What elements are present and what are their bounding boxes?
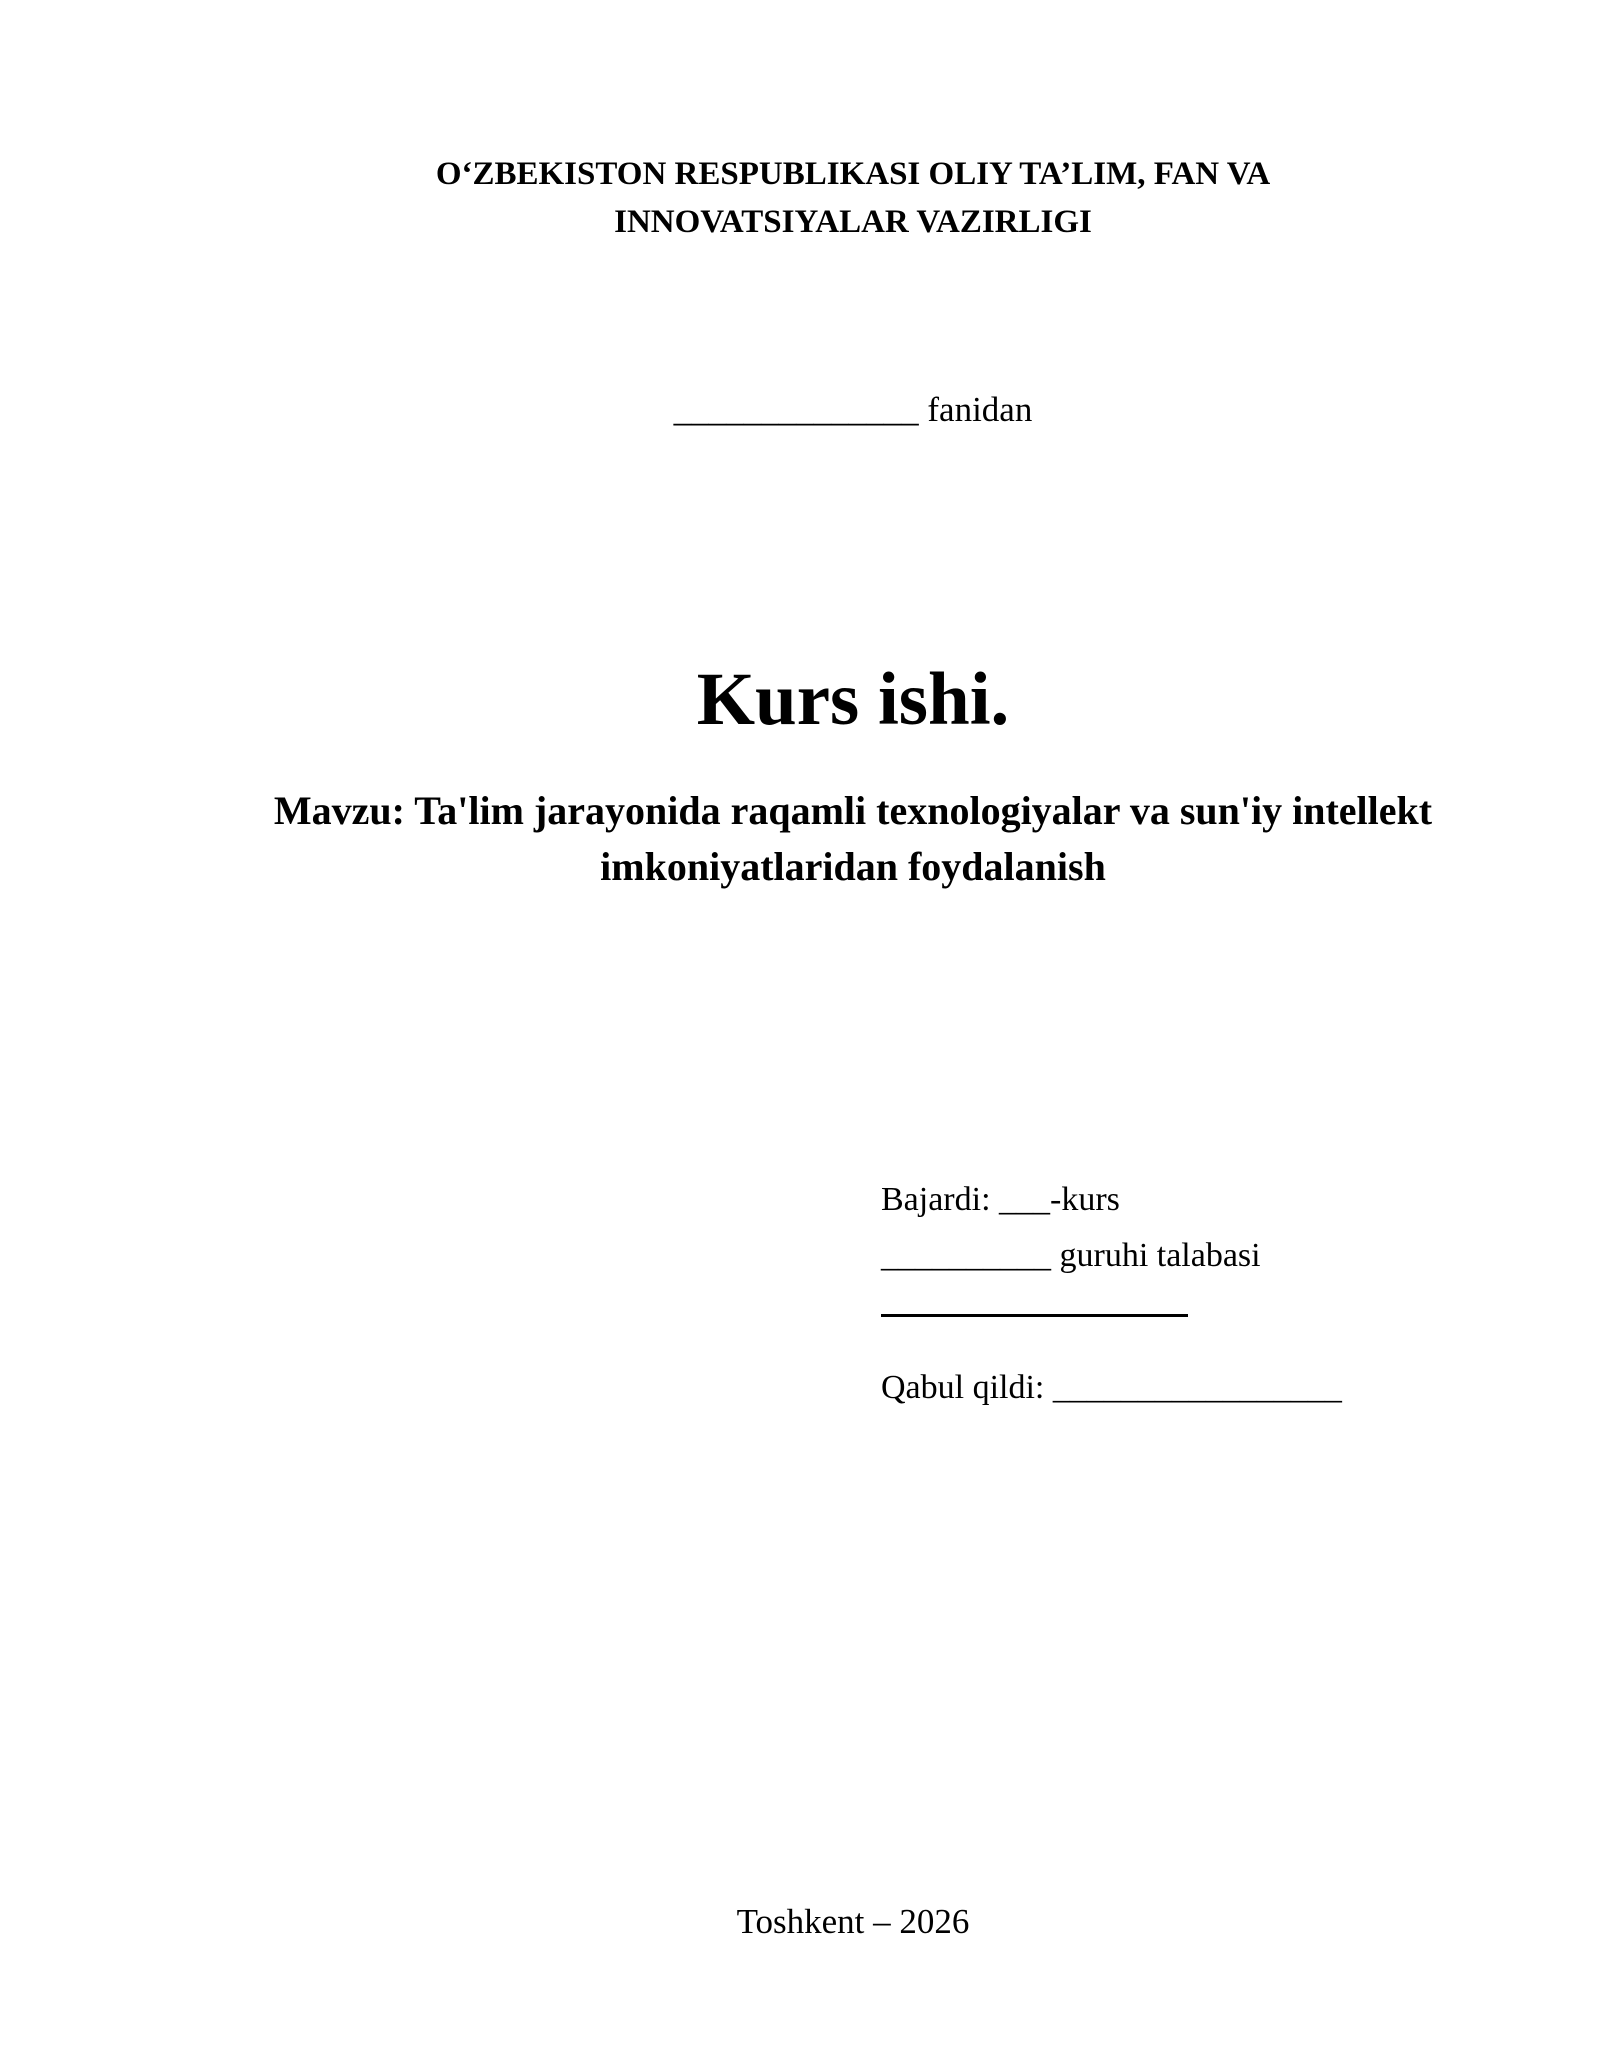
ministry-heading-line-2: INNOVATSIYALAR VAZIRLIGI — [614, 204, 1092, 240]
done-by-line: Bajardi: ___-kurs — [881, 1181, 1120, 1218]
document-title: Kurs ishi. — [696, 658, 1010, 741]
student-name-row — [881, 1284, 1342, 1360]
topic-line-1: Mavzu: Ta'lim jarayonida raqamli texnologiyalar va sun'iy intellekt — [273, 788, 1433, 833]
performer-block — [881, 1172, 1342, 1416]
topic-heading — [0, 783, 1600, 895]
city-year: Toshkent – 2026 — [736, 1902, 970, 1941]
subject-line: ______________ fanidan — [673, 390, 1033, 429]
topic-line-2: imkoniyatlaridan foydalanish — [600, 844, 1106, 889]
ministry-heading-line-1: O‘ZBEKISTON RESPUBLIKASI OLIY TA’LIM, FAN VA — [435, 156, 1271, 192]
accepted-by-line: Qabul qildi: _________________ — [881, 1369, 1342, 1406]
ministry-heading — [0, 150, 1600, 246]
student-name-blank-line — [881, 1284, 1188, 1317]
group-line: __________ guruhi talabasi — [881, 1237, 1261, 1274]
